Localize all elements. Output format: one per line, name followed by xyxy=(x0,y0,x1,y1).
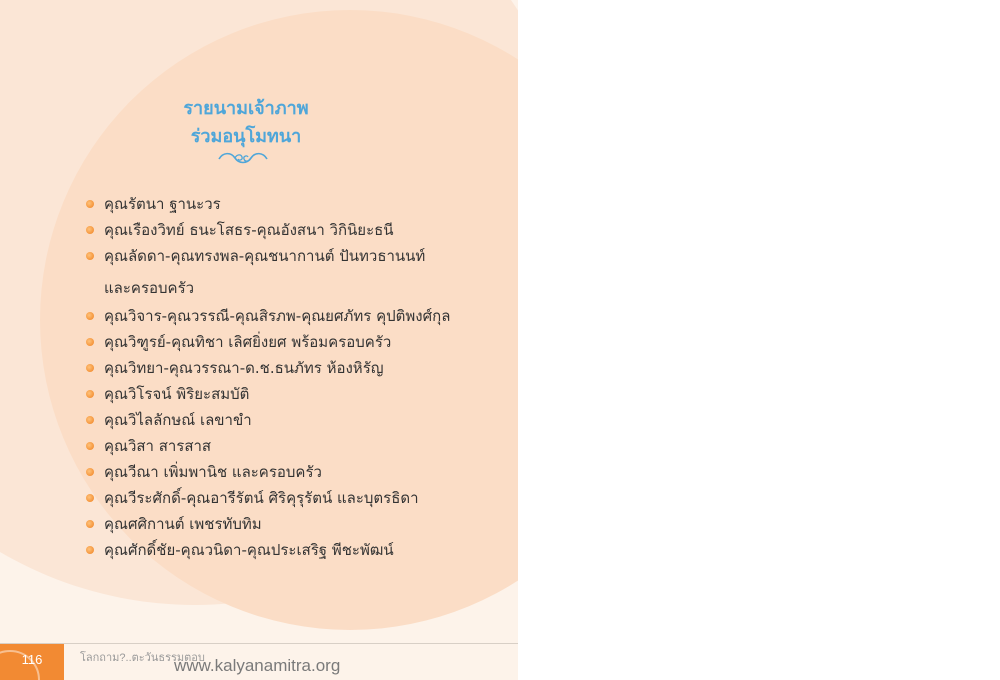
bullet-icon xyxy=(86,546,94,554)
sponsor-name: คุณวิโรจน์ พิริยะสมบัติ xyxy=(104,385,250,403)
sponsor-name: คุณวีระศักดิ์-คุณอารีรัตน์ ศิริคุรุรัตน์ และบุตรธิดา xyxy=(104,489,419,507)
footer-divider xyxy=(0,643,518,644)
bullet-icon xyxy=(86,390,94,398)
bullet-icon xyxy=(86,416,94,424)
sponsor-name: คุณวิจาร-คุณวรรณี-คุณสิรภพ-คุณยศภัทร คุปติพงศ์กุล xyxy=(104,307,451,325)
page-number-box xyxy=(0,644,64,680)
list-item xyxy=(86,381,450,407)
heading-line-1: รายนามเจ้าภาพ xyxy=(183,98,309,119)
bullet-icon xyxy=(86,520,94,528)
sponsor-name: คุณศศิกานต์ เพชรทับทิม xyxy=(104,515,262,533)
list-item xyxy=(86,217,450,243)
sponsor-name: คุณวิทยา-คุณวรรณา-ด.ช.ธนภัทร ห้องหิรัญ xyxy=(104,359,384,377)
watermark-url: www.kalyanamitra.org xyxy=(174,656,341,675)
bullet-icon xyxy=(86,468,94,476)
bullet-icon xyxy=(86,442,94,450)
sponsor-name: คุณวิสา สารสาส xyxy=(104,437,212,455)
sponsor-name: คุณวีณา เพิ่มพานิช และครอบครัว xyxy=(104,463,322,481)
page-number: 116 xyxy=(21,652,43,667)
list-item xyxy=(86,537,450,563)
list-item xyxy=(86,243,450,269)
bullet-icon xyxy=(86,338,94,346)
list-item xyxy=(86,511,450,537)
heading-line-2: ร่วมอนุโมทนา xyxy=(190,126,302,147)
sponsor-name: คุณรัตนา ฐานะวร xyxy=(104,195,221,213)
list-item xyxy=(86,355,450,381)
list-item xyxy=(86,329,450,355)
list-item xyxy=(86,303,450,329)
list-item xyxy=(86,485,450,511)
bullet-icon xyxy=(86,226,94,234)
sponsor-name-list xyxy=(86,191,450,563)
bullet-icon xyxy=(86,494,94,502)
list-item-continuation xyxy=(86,269,450,303)
list-item xyxy=(86,459,450,485)
book-title: โลกถาม?..ตะวันธรรมตอบ xyxy=(80,652,205,664)
bullet-icon xyxy=(86,364,94,372)
list-item xyxy=(86,433,450,459)
sponsor-name: และครอบครัว xyxy=(104,279,195,297)
list-item xyxy=(86,191,450,217)
swirl-ornament-icon xyxy=(215,150,271,166)
sponsor-name: คุณลัดดา-คุณทรงพล-คุณชนากานต์ ปันทวธานนท์ xyxy=(104,247,426,265)
bullet-icon xyxy=(86,312,94,320)
sponsor-name: คุณเรืองวิทย์ ธนะโสธร-คุณอังสนา วิกินิยะธนี xyxy=(104,221,394,239)
sponsor-name: คุณศักดิ์ชัย-คุณวนิดา-คุณประเสริฐ พีชะพัฒน์ xyxy=(104,541,394,559)
list-item xyxy=(86,407,450,433)
sponsor-name: คุณวิฑูรย์-คุณทิชา เลิศยิ่งยศ พร้อมครอบครัว xyxy=(104,333,392,351)
bullet-icon xyxy=(86,252,94,260)
sponsor-name: คุณวิไลลักษณ์ เลขาขำ xyxy=(104,411,252,429)
bullet-icon xyxy=(86,200,94,208)
